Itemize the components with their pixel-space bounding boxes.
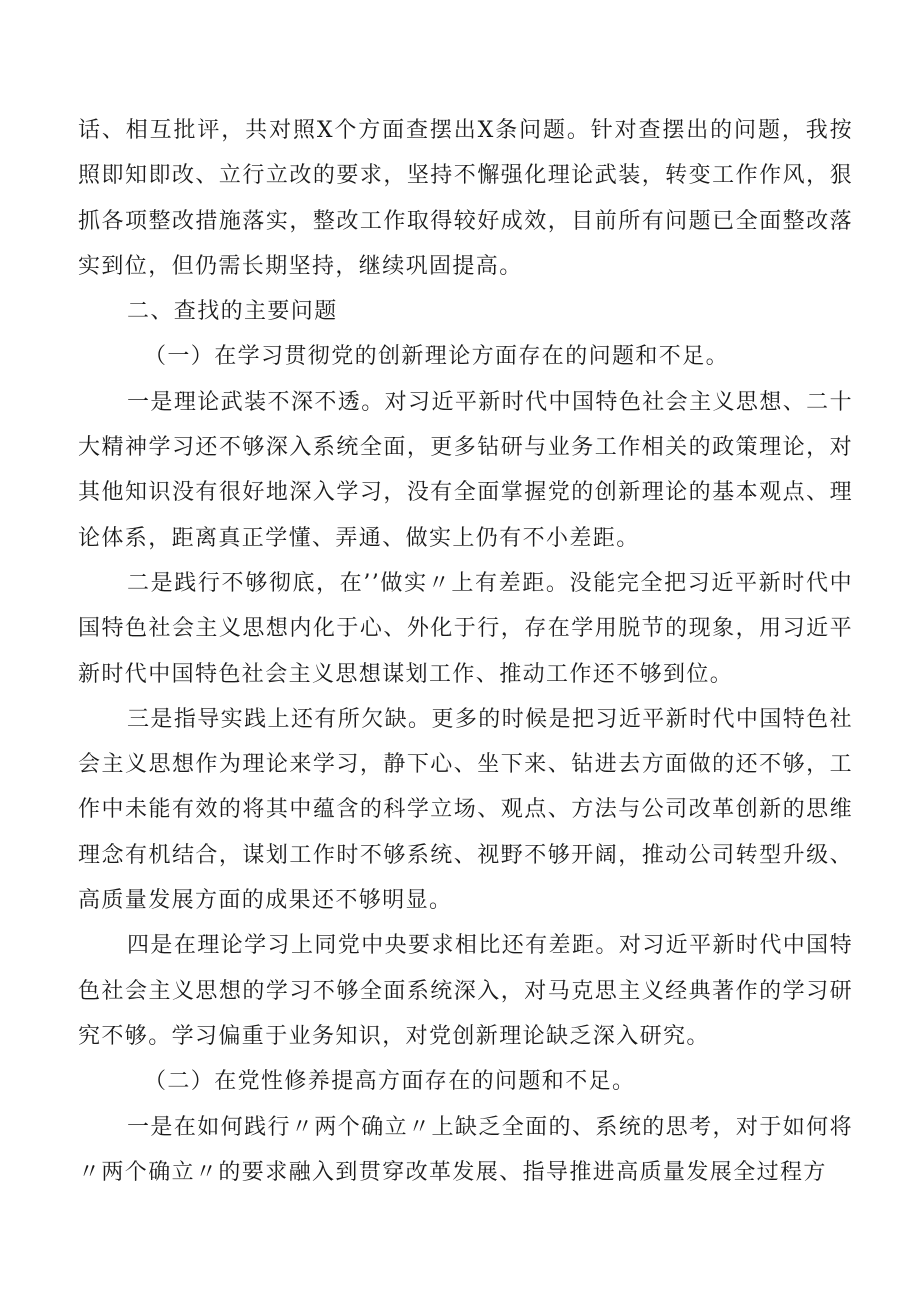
paragraph-point: 一是在如何践行〃两个确立〃上缺乏全面的、系统的思考，对于如何将〃两个确立〃的要求融入到贯穿改革发展、指导推进高质量发展全过程方	[78, 1114, 853, 1185]
document-body	[78, 108, 853, 1195]
subsection-heading: （一）在学习贯彻党的创新理论方面存在的问题和不足。	[144, 344, 730, 370]
paragraph-point: 三是指导实践上还有所欠缺。更多的时候是把习近平新时代中国特色社会主义思想作为理论来学习，静下心、坐下来、钻进去方面做的还不够，工作中未能有效的将其中蕴含的科学立场、观点、方法与公司改革创新的思维理念有机结合，谋划工作时不够系统、视野不够开阔，推动公司转型升级、高质量发展方面的成果还不够明显。	[78, 706, 853, 914]
subsection-heading: （二）在党性修养提高方面存在的问题和不足。	[144, 1069, 636, 1095]
paragraph-intro-continued: 话、相互批评，共对照X个方面查摆出X条问题。针对查摆出的问题，我按照即知即改、立行立改的要求，坚持不懈强化理论武装，转变工作作风，狠抓各项整改措施落实，整改工作取得较好成效，目前所有问题已全面整改落实到位，但仍需长期坚持，继续巩固提高。	[78, 118, 853, 279]
paragraph-point: 二是践行不够彻底，在’’做实〃上有差距。没能完全把习近平新时代中国特色社会主义思想内化于心、外化于行，存在学用脱节的现象，用习近平新时代中国特色社会主义思想谋划工作、推动工作还不够到位。	[78, 570, 853, 687]
paragraph-point: 四是在理论学习上同党中央要求相比还有差距。对习近平新时代中国特色社会主义思想的学习不够全面系统深入，对马克思主义经典著作的学习研究不够。学习偏重于业务知识，对党创新理论缺乏深入研究。	[78, 933, 853, 1049]
section-heading: 二、查找的主要问题	[127, 299, 338, 325]
paragraph-point: 一是理论武装不深不透。对习近平新时代中国特色社会主义思想、二十大精神学习还不够深入系统全面，更多钻研与业务工作相关的政策理论，对其他知识没有很好地深入学习，没有全面掌握党的创新理论的基本观点、理论体系，距离真正学懂、弄通、做实上仍有不小差距。	[78, 389, 853, 551]
